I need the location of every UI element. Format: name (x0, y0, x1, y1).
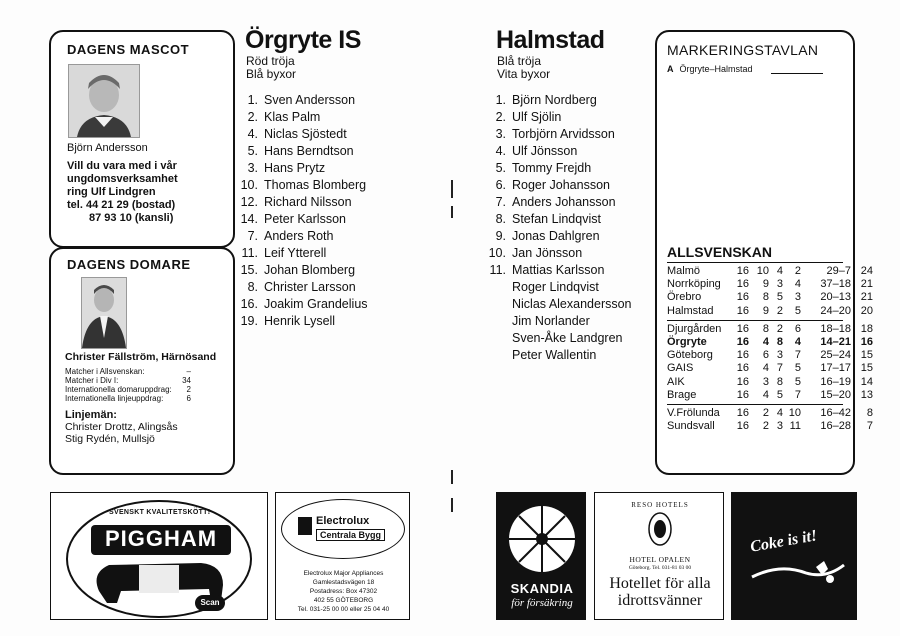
away-team-name: Halmstad (496, 26, 605, 54)
electrolux-line: Gamlestadsvägen 18 (312, 579, 375, 586)
standings-cell-p: 21 (860, 291, 873, 304)
home-roster (236, 92, 368, 330)
fold-mark (451, 498, 453, 512)
standings-cell-l: 7 (794, 388, 801, 401)
home-player-row (236, 143, 368, 160)
player-name: Peter Wallentin (512, 348, 597, 362)
player-number (484, 279, 506, 296)
standings-cell-d: 5 (776, 291, 783, 304)
standings-cell-g: 14–21 (820, 336, 851, 349)
home-player-row (236, 296, 368, 313)
home-player-row (236, 126, 368, 143)
standings-cell-g: 29–7 (826, 265, 851, 277)
home-player-row (236, 228, 368, 245)
away-player-row (484, 279, 632, 296)
away-player-row (484, 177, 632, 194)
player-number: 3. (247, 161, 258, 175)
standings-cell-g: 17–17 (820, 362, 851, 375)
standings-cell-d: 7 (776, 362, 783, 375)
player-name: Richard Nilsson (264, 195, 352, 209)
standings-heading: ALLSVENSKAN (667, 244, 773, 260)
standings-cell-w: 3 (762, 375, 769, 388)
away-player-row (484, 194, 632, 211)
mascot-text (67, 160, 178, 225)
home-shorts: Blå byxor (246, 67, 297, 81)
standings-cell-p: 18 (860, 322, 873, 335)
hotel-name: HOTEL OPALEN (629, 555, 691, 564)
ad-coke (731, 492, 857, 620)
home-team-kit (246, 55, 296, 81)
player-name: Klas Palm (264, 110, 321, 124)
away-player-row (484, 228, 632, 245)
referee-stat-row: Matcher i Div I: 34 (65, 376, 191, 385)
scoreboard-match: Örgryte–Halmstad (679, 64, 753, 74)
coke-wave-icon (750, 557, 846, 587)
standings-cell-w: 8 (762, 291, 769, 304)
scoreboard-heading: MARKERINGSTAVLAN (667, 42, 819, 58)
player-name: Torbjörn Arvidsson (512, 127, 615, 141)
ad-skandia (496, 492, 586, 620)
home-player-row (236, 279, 368, 296)
player-number: 7. (247, 229, 258, 243)
player-name: Anders Roth (264, 229, 334, 243)
standings-cell-d: 3 (776, 420, 783, 433)
hotel-slogan-line: idrottsvänner (617, 592, 703, 609)
player-name: Anders Johansson (512, 195, 616, 209)
standings-row (667, 336, 873, 349)
player-number: 5. (247, 144, 258, 158)
standings-cell-team: Örebro (667, 291, 702, 304)
standings-cell-p: 20 (860, 304, 873, 317)
skandia-brand: SKANDIA (510, 581, 574, 596)
standings-cell-w: 8 (762, 322, 769, 335)
coke-slogan: Coke is it! (748, 527, 819, 556)
player-name: Jim Norlander (512, 314, 590, 328)
scoreboard-label: A (667, 64, 674, 74)
standings-divider (667, 320, 843, 321)
standings-cell-d: 8 (776, 375, 783, 388)
standings-cell-w: 4 (762, 336, 769, 349)
player-name: Stefan Lindqvist (512, 212, 601, 226)
standings-row (667, 291, 873, 304)
player-number: 6. (495, 178, 506, 192)
hotel-arc: RESO HOTELS (631, 501, 689, 509)
linesman: Stig Rydén, Mullsjö (65, 433, 155, 445)
away-shorts: Vita byxor (497, 67, 551, 81)
standings-divider (667, 262, 843, 263)
standings-cell-g: 25–24 (820, 349, 851, 362)
mascot-text-line: ring Ulf Lindgren (67, 186, 156, 198)
standings-row (667, 362, 873, 375)
electrolux-line: Tel. 031-25 00 00 eller 25 04 40 (297, 606, 390, 613)
player-number (484, 296, 506, 313)
player-name: Joakim Grandelius (264, 297, 368, 311)
mascot-tel-office: 87 93 10 (kansli) (89, 212, 174, 224)
standings-cell-n: 16 (736, 322, 749, 335)
referee-name: Christer Fällström, Härnösand (65, 351, 217, 363)
referee-stats (65, 367, 191, 403)
referee-stat-row: Internationella linjeuppdrag: 6 (65, 394, 191, 403)
standings-cell-n: 16 (736, 336, 749, 349)
player-number: 11. (241, 246, 258, 260)
standings-cell-p: 13 (860, 388, 873, 401)
away-player-row (484, 211, 632, 228)
standings-cell-g: 16–19 (820, 375, 851, 388)
player-number: 15. (240, 263, 258, 277)
standings-row (667, 349, 873, 362)
home-player-row (236, 211, 368, 228)
referee-heading: DAGENS DOMARE (67, 257, 191, 272)
player-number (484, 347, 506, 364)
standings-cell-team: Göteborg (667, 349, 713, 362)
standings-cell-team: Djurgården (667, 322, 722, 335)
player-name: Sven-Åke Landgren (512, 331, 623, 345)
away-shirt: Blå tröja (497, 54, 542, 68)
standings-table (667, 260, 873, 433)
standings-cell-g: 15–20 (820, 388, 851, 401)
standings-cell-team: AIK (667, 375, 685, 388)
standings-cell-l: 4 (794, 278, 801, 291)
player-name: Henrik Lysell (264, 314, 336, 328)
standings-cell-d: 4 (776, 407, 783, 420)
mascot-text-line: Vill du vara med i vår (67, 160, 177, 172)
skandia-tag: för försäkring (511, 597, 573, 609)
fold-mark (451, 180, 453, 198)
player-number: 9. (495, 229, 506, 243)
standings-row (667, 389, 873, 402)
standings-cell-d: 3 (776, 278, 783, 291)
player-name: Christer Larsson (264, 280, 356, 294)
standings-cell-l: 7 (794, 349, 801, 362)
player-name: Sven Andersson (264, 93, 356, 107)
standings-cell-w: 2 (762, 407, 769, 420)
player-number: 12. (240, 195, 258, 209)
standings-cell-w: 4 (762, 388, 769, 401)
home-player-row (236, 262, 368, 279)
home-player-row (236, 109, 368, 126)
standings-cell-n: 16 (736, 362, 749, 375)
standings-cell-g: 16–28 (820, 420, 851, 433)
standings-cell-p: 8 (866, 407, 873, 420)
mascot-tel-home: tel. 44 21 29 (bostad) (67, 199, 176, 211)
player-name: Thomas Blomberg (264, 178, 367, 192)
standings-cell-p: 7 (866, 420, 873, 433)
standings-cell-d: 2 (776, 304, 783, 317)
standings-cell-team: Örgryte (667, 336, 707, 349)
standings-row (667, 278, 873, 291)
player-name: Ulf Sjölin (512, 110, 562, 124)
electrolux-sub: Centrala Bygg (316, 529, 385, 541)
standings-cell-g: 20–13 (820, 291, 851, 304)
player-number: 1. (247, 93, 258, 107)
standings-cell-w: 2 (762, 420, 769, 433)
standings-cell-l: 10 (788, 407, 801, 420)
standings-cell-w: 6 (762, 349, 769, 362)
home-team-name: Örgryte IS (245, 26, 361, 54)
linesmen-list (65, 421, 178, 445)
away-player-row (484, 296, 632, 313)
standings-cell-p: 15 (860, 362, 873, 375)
player-number: 4. (247, 127, 258, 141)
player-name: Niclas Sjöstedt (264, 127, 347, 141)
standings-cell-p: 15 (860, 349, 873, 362)
electrolux-address (276, 569, 411, 614)
standings-cell-d: 2 (776, 322, 783, 335)
player-name: Johan Blomberg (264, 263, 356, 277)
standings-cell-n: 16 (736, 304, 749, 317)
player-name: Björn Nordberg (512, 93, 597, 107)
referee-stat-row: Internationella domaruppdrag: 2 (65, 385, 191, 394)
piggham-top: SVENSKT KVALITETSKÖTT! (109, 509, 211, 516)
away-player-row (484, 330, 632, 347)
standings-cell-d: 4 (776, 265, 783, 277)
standings-row (667, 305, 873, 318)
piggham-brand: PIGGHAM (104, 526, 218, 551)
player-number: 14. (240, 212, 258, 226)
player-name: Hans Berndtson (264, 144, 354, 158)
referee-box (49, 247, 235, 475)
away-player-row (484, 143, 632, 160)
mascot-heading: DAGENS MASCOT (67, 42, 190, 57)
away-player-row (484, 262, 632, 279)
standings-cell-l: 6 (794, 322, 801, 335)
player-name: Peter Karlsson (264, 212, 346, 226)
player-name: Roger Lindqvist (512, 280, 599, 294)
standings-cell-g: 37–18 (820, 278, 851, 291)
home-player-row (236, 245, 368, 262)
standings-cell-l: 5 (794, 304, 801, 317)
standings-cell-n: 16 (736, 388, 749, 401)
standings-cell-team: GAIS (667, 362, 694, 375)
player-number: 5. (495, 161, 506, 175)
standings-cell-w: 9 (762, 304, 769, 317)
player-name: Mattias Karlsson (512, 263, 605, 277)
linesman: Christer Drottz, Alingsås (65, 421, 178, 433)
standings-cell-d: 8 (776, 336, 783, 349)
standings-cell-g: 16–42 (820, 407, 851, 420)
electrolux-line: 402 55 GÖTEBORG (313, 597, 374, 604)
standings-cell-n: 16 (736, 265, 749, 277)
ad-electrolux (275, 492, 410, 620)
player-number (484, 330, 506, 347)
away-roster (484, 92, 632, 364)
home-player-row (236, 177, 368, 194)
away-player-row (484, 313, 632, 330)
home-shirt: Röd tröja (246, 54, 295, 68)
away-player-row (484, 92, 632, 109)
standings-cell-p: 24 (860, 265, 873, 277)
standings-cell-p: 14 (860, 375, 873, 388)
mascot-photo (68, 64, 140, 138)
standings-cell-team: Norrköping (667, 278, 721, 291)
player-number: 2. (495, 110, 506, 124)
away-player-row (484, 109, 632, 126)
standings-cell-l: 5 (794, 362, 801, 375)
standings-row (667, 265, 873, 278)
home-player-row (236, 194, 368, 211)
standings-cell-team: Brage (667, 388, 697, 401)
standings-cell-n: 16 (736, 349, 749, 362)
ad-piggham (50, 492, 268, 620)
away-player-row (484, 126, 632, 143)
standings-cell-l: 3 (794, 291, 801, 304)
standings-divider (667, 404, 843, 405)
standings-cell-p: 16 (860, 336, 873, 349)
umbrella-icon (506, 503, 578, 575)
standings-cell-g: 24–20 (820, 304, 851, 317)
away-player-row (484, 245, 632, 262)
standings-row (667, 407, 873, 420)
standings-cell-team: Sundsvall (667, 420, 715, 433)
fold-mark (451, 206, 453, 218)
standings-cell-l: 2 (794, 265, 801, 277)
electrolux-line: Electrolux Major Appliances (303, 570, 384, 577)
away-player-row (484, 160, 632, 177)
player-number: 11. (489, 263, 506, 277)
standings-cell-n: 16 (736, 375, 749, 388)
home-player-row (236, 313, 368, 330)
player-number: 3. (495, 127, 506, 141)
electrolux-logo-icon (298, 517, 312, 535)
ad-hotel-opalen (594, 492, 724, 620)
standings-cell-l: 5 (794, 375, 801, 388)
standings-cell-p: 21 (860, 278, 873, 291)
home-player-row (236, 92, 368, 109)
player-number: 4. (495, 144, 506, 158)
mascot-text-line: ungdomsverksamhet (67, 173, 178, 185)
standings-cell-n: 16 (736, 291, 749, 304)
standings-cell-g: 18–18 (820, 322, 851, 335)
hotel-crest-icon (647, 511, 673, 551)
standings-cell-l: 11 (789, 420, 801, 433)
player-name: Roger Johansson (512, 178, 610, 192)
away-team-kit (497, 55, 550, 81)
away-player-row (484, 347, 632, 364)
electrolux-brand: Electrolux (316, 515, 370, 527)
standings-row (667, 323, 873, 336)
scoreboard-match-row (667, 64, 823, 74)
standings-cell-team: Halmstad (667, 304, 714, 317)
player-name: Jan Jönsson (512, 246, 583, 260)
standings-row (667, 376, 873, 389)
player-name: Niclas Alexandersson (512, 297, 632, 311)
home-player-row (236, 160, 368, 177)
standings-cell-w: 9 (762, 278, 769, 291)
standings-cell-d: 3 (776, 349, 783, 362)
hotel-slogan (595, 575, 725, 609)
standings-cell-w: 4 (762, 362, 769, 375)
player-number: 8. (247, 280, 258, 294)
player-number: 10. (240, 178, 258, 192)
standings-cell-team: Malmö (667, 265, 701, 277)
standings-cell-n: 16 (736, 407, 749, 420)
standings-cell-n: 16 (736, 278, 749, 291)
mascot-name: Björn Andersson (67, 142, 148, 154)
player-name: Tommy Frejdh (512, 161, 592, 175)
referee-stat-row: Matcher i Allsvenskan: – (65, 367, 191, 376)
linesmen-heading: Linjemän: (65, 409, 117, 421)
standings-cell-n: 16 (736, 420, 749, 433)
hotel-slogan-line: Hotellet för alla (609, 575, 711, 592)
player-number (484, 313, 506, 330)
player-number: 8. (495, 212, 506, 226)
standings-cell-w: 10 (756, 265, 769, 277)
player-name: Jonas Dahlgren (512, 229, 600, 243)
scoreboard-box (655, 30, 873, 475)
player-number: 7. (495, 195, 506, 209)
player-name: Leif Ytterell (264, 246, 327, 260)
piggham-badge: Scan (195, 595, 225, 611)
standings-cell-l: 4 (794, 336, 801, 349)
player-number: 1. (495, 93, 506, 107)
player-name: Ulf Jönsson (512, 144, 578, 158)
standings-cell-d: 5 (776, 388, 783, 401)
referee-photo (81, 277, 127, 349)
player-number: 19. (240, 314, 258, 328)
fold-mark (451, 470, 453, 484)
standings-cell-team: V.Frölunda (667, 407, 720, 420)
player-number: 16. (240, 297, 258, 311)
hotel-address: Göteborg. Tel. 031-81 03 00 (628, 565, 692, 571)
standings-row (667, 420, 873, 433)
score-blank-line (771, 73, 823, 74)
player-number: 2. (247, 110, 258, 124)
electrolux-line: Postadress: Box 47302 (309, 588, 378, 595)
player-number: 10. (488, 246, 506, 260)
mascot-box (49, 30, 235, 248)
player-name: Hans Prytz (264, 161, 326, 175)
